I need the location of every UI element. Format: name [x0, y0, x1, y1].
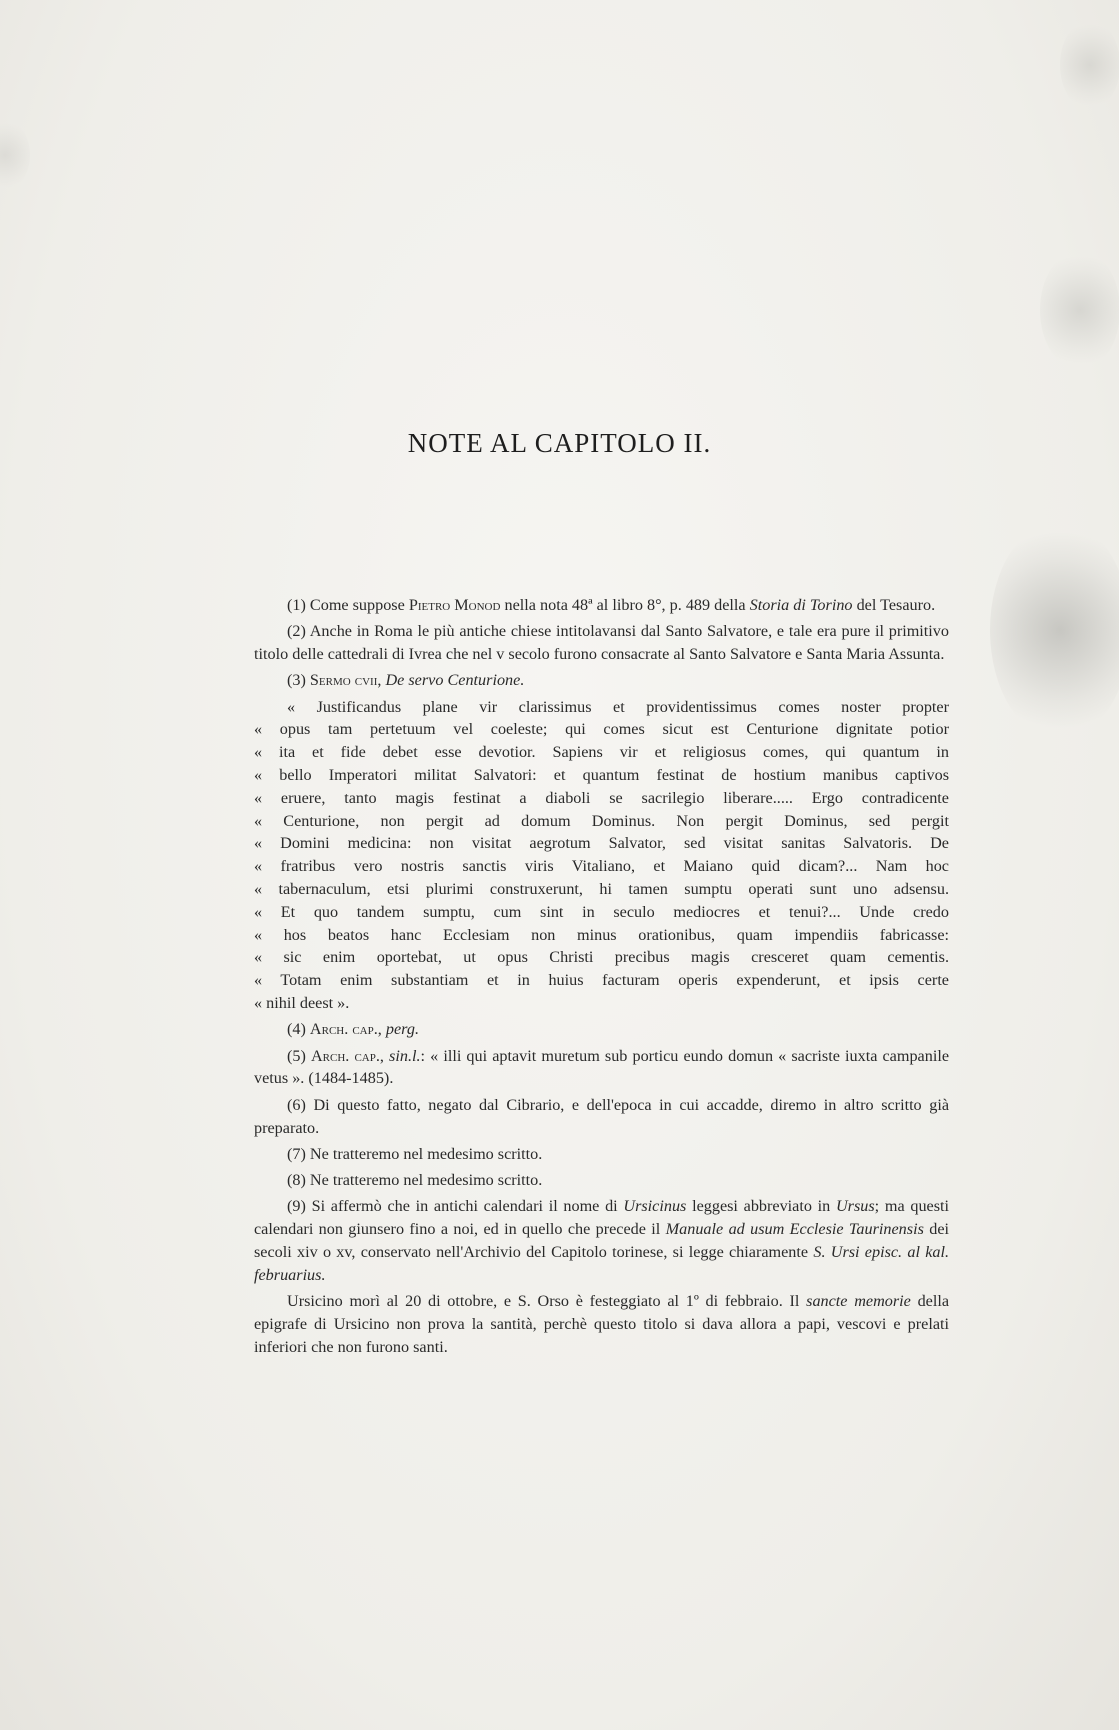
work-title: Storia di Torino [749, 596, 853, 614]
note-number: (8) [287, 1171, 306, 1190]
paper-stain [0, 120, 30, 190]
note-3 [254, 669, 949, 692]
note-number: (2) [287, 622, 306, 641]
notes-body [254, 594, 949, 1362]
quote-line: « opus tam pertetuum vel coeleste; qui comes sicut est Centurione dignitate potior [254, 720, 949, 739]
quote-line: « sic enim oportebat, ut opus Christi precibus magis cresceret quam cementis. [254, 948, 949, 967]
quote-line: « hos beatos hanc Ecclesiam non minus orationibus, quam impendiis fabricasse: [254, 925, 949, 944]
chapter-notes-title: NOTE AL CAPITOLO II. [407, 428, 712, 458]
source-reference: Sermo cvii, [309, 671, 382, 690]
note-9-continuation: Ursicino morì al 20 di ottobre, e S. Orso è festeggiato al 1º di febbraio. Il sancte memorie della epigrafe di Ursicino non prova la santità, perchè questo titolo si dava allora a papi, vescovi e prelati inferiori che non furono santi. [254, 1292, 950, 1356]
quote-line: « eruere, tanto magis festinat a diaboli se sacrilegio liberare..... Ergo contradicente [254, 788, 949, 807]
note-number: (1) [287, 596, 306, 614]
quote-line: « Domini medicina: non visitat aegrotum Salvator, sed visitat sanitas Salvatoris. De [254, 834, 949, 853]
author-name: Pietro Monod [408, 596, 501, 614]
note-6: (6) Di questo fatto, negato dal Cibrario, e dell'epoca in cui accadde, diremo in altro scritto già preparato. [254, 1095, 949, 1137]
note-number: (6) [287, 1095, 306, 1114]
quote-line: « nihil deest ». [254, 994, 350, 1013]
quote-line: « ita et fide debet esse devotior. Sapiens vir et religiosus comes, qui quantum in [254, 743, 949, 762]
quote-line: « Totam enim substantiam et in huius facturam operis expenderunt, et ipsis certe [254, 971, 949, 990]
note-5: (5) Arch. cap., sin.l.: « illi qui aptavit muretum sub porticu eundo domun « sacriste iuxta campanile vetus ». (1484-1485). [254, 1046, 949, 1088]
note-number: (7) [287, 1144, 306, 1163]
note-4: (4) Arch. cap., perg. [287, 1020, 419, 1039]
note-1: (1) Come suppose Pietro Monod nella nota 48ª al libro 8°, p. 489 della Storia di Torino del Tesauro. [287, 596, 936, 614]
source-reference: Arch. cap., [310, 1046, 384, 1065]
quote-line: « fratribus vero nostris sanctis viris Vitaliano, et Maiano quid dicam?... Nam hoc [254, 857, 949, 876]
note-9: (9) Si affermò che in antichi calendari il nome di Ursicinus leggesi abbreviato in Ursus; ma questi calendari non giunsero fino a noi, ed in quello che precede il Manuale ad usum Ecclesie Taurinensis dei secoli xiv o xv, conservato nell'Archivio del Capitolo torinese, si legge chiaramente S. Ursi episc. al kal. februarius. [254, 1197, 950, 1284]
note-8: (8) Ne tratteremo nel medesimo scritto. [287, 1171, 543, 1190]
quote-line: « tabernaculum, etsi plurimi construxerunt, hi tamen sumptu operati sunt uno adsensu. [254, 880, 949, 899]
note-2: (2) Anche in Roma le più antiche chiese intitolavansi dal Santo Salvatore, e tale era pure il primitivo titolo delle cattedrali di Ivrea che nel v secolo furono consacrate al Santo Salvatore e Santa Maria Assunta. [254, 622, 949, 664]
note-7: (7) Ne tratteremo nel medesimo scritto. [287, 1144, 543, 1163]
note-number: (3) [287, 671, 306, 690]
quote-line: « Justificandus plane vir clarissimus et providentissimus comes noster propter [287, 697, 949, 716]
quote-line: « Et quo tandem sumptu, cum sint in seculo mediocres et tenui?... Unde credo [254, 902, 949, 921]
paper-stain [1060, 20, 1119, 110]
work-title: De servo Centurione. [385, 671, 525, 690]
quote-line: « Centurione, non pergit ad domum Dominus. Non pergit Dominus, sed pergit [254, 811, 949, 830]
paper-stain [990, 520, 1119, 740]
note-number: (5) [287, 1046, 306, 1065]
work-title: Manuale ad usum Ecclesie Taurinensis [665, 1220, 924, 1239]
latin-quotation [254, 696, 949, 1015]
paper-stain [1040, 250, 1119, 370]
quote-line: « bello Imperatori militat Salvatori: et quantum festinat de hostium manibus captivos [254, 766, 949, 785]
note-number: (4) [287, 1020, 306, 1039]
source-reference: Arch. cap., [309, 1020, 382, 1039]
note-number: (9) [287, 1197, 306, 1216]
